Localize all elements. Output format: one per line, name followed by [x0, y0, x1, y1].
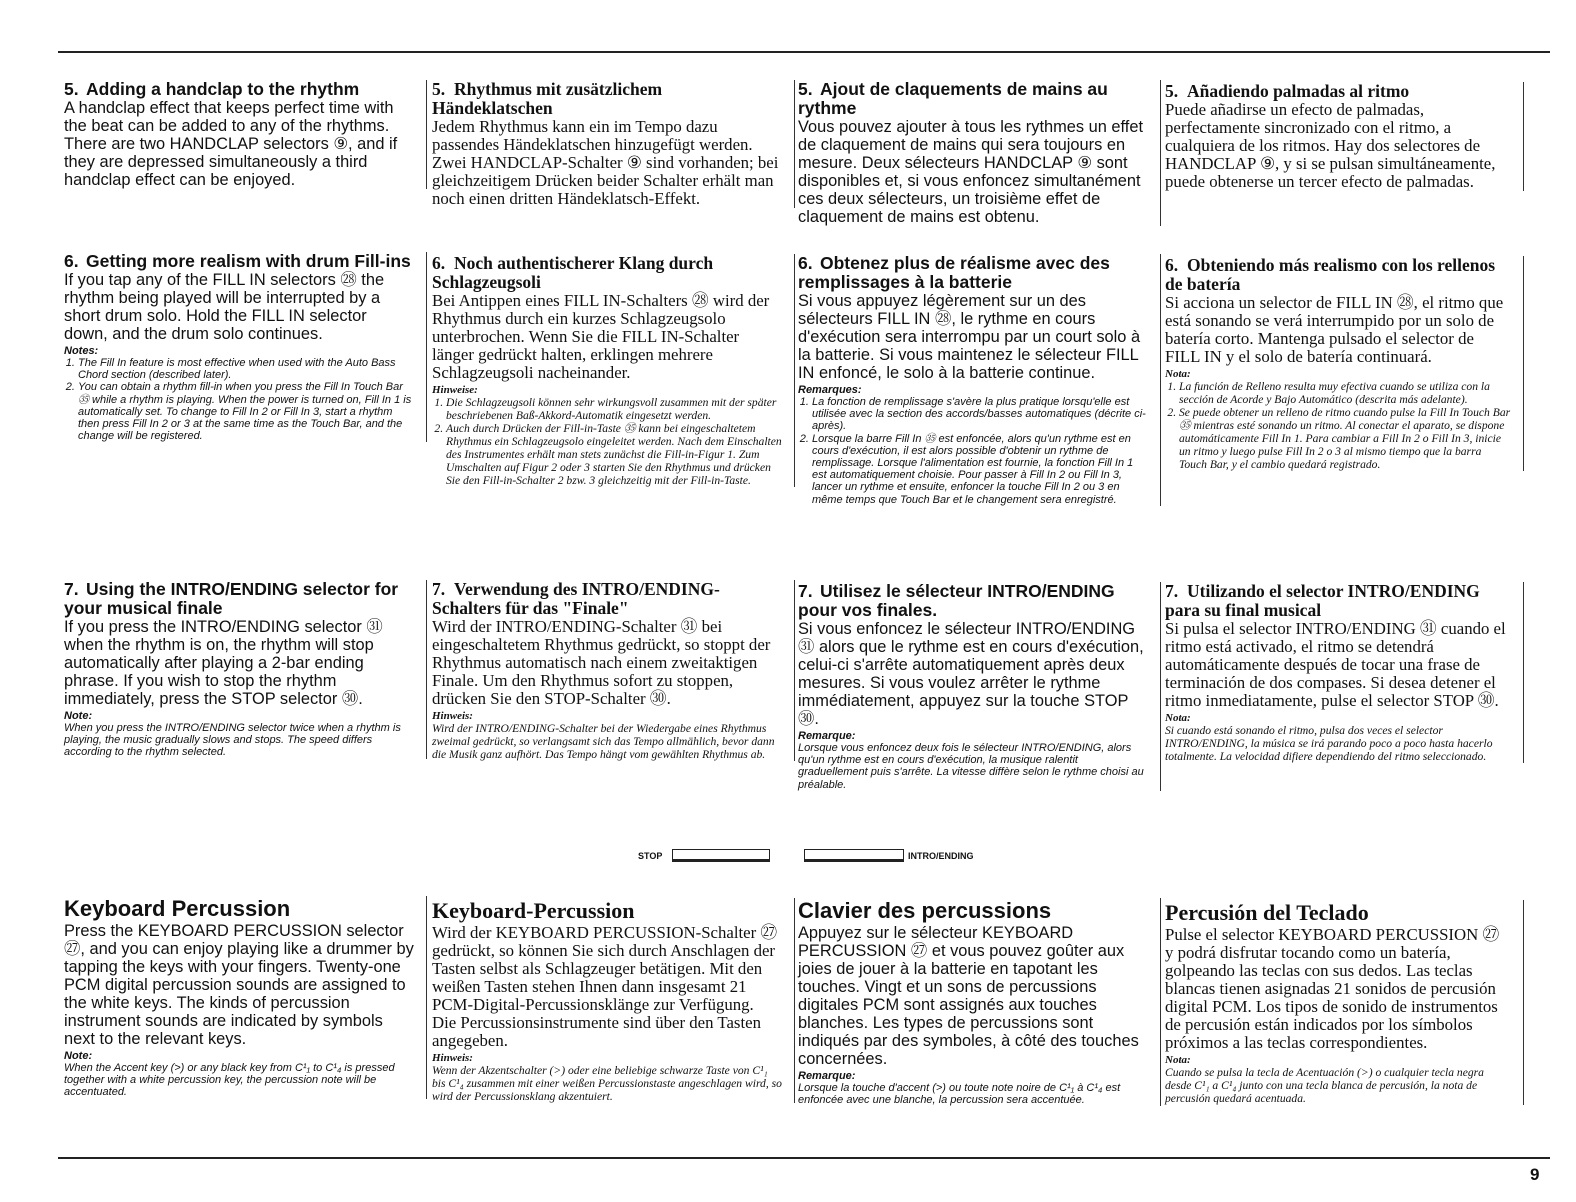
en-s6-body: If you tap any of the FILL IN selectors ㉘ the rhythm being played will be interrupted by a short drum solo. Hold the FILL IN selector down, and the drum solo continues.: [64, 271, 385, 343]
de-s6-notes: [432, 396, 782, 487]
es-s5-number: 5.: [1165, 81, 1179, 101]
de-kp-note: Wenn der Akzentschalter (>) oder eine beliebige schwarze Taste von C¹₁ bis C¹₄ zusammen mit einer weißen Percussionstaste angeschlagen wird, so wird der Percussionsklang akzentuiert.: [432, 1064, 782, 1103]
page-number: 9: [1530, 1165, 1540, 1184]
fr-s6-note-1: 1. La fonction de remplissage s'avère la plus pratique lorsqu'elle est utilisée avec la section des accords/basses automatiques (décrite ci-après).: [812, 396, 1148, 433]
es-s7-note-label: Nota:: [1165, 712, 1191, 724]
es-s6-body: Si acciona un selector de FILL IN ㉘, el ritmo que está sonando se verá interrumpido por un solo de batería corto. Mantenga pulsado el selector de FILL IN y el solo de batería continuará.: [1165, 293, 1504, 366]
en-s6-notes-label: Notes:: [64, 345, 99, 357]
fr-kp-note: Lorsque la touche d'accent (>) ou toute note noire de C¹₁ à C¹₄ est enfoncée avec une blanche, la percussion sera accentuée.: [798, 1082, 1121, 1107]
en-s7-body: If you press the INTRO/ENDING selector ㉛ when the rhythm is on, the rhythm will stop automatically after playing a 2-bar ending phrase. If you wish to stop the rhythm immediately, press the STOP selector ㉚.: [64, 618, 383, 708]
en-s5-body: A handclap effect that keeps perfect time with the beat can be added to any of the rhythms. There are two HANDCLAP selectors ⑨, and if they are depressed simultaneously a third handclap effect can be enjoyed.: [64, 99, 398, 189]
en-keyboard-percussion: [64, 896, 427, 1099]
en-kp-body: Press the KEYBOARD PERCUSSION selector ㉗, and you can enjoy playing like a drummer by tapping the keys with your fingers. Twenty-one PCM digital percussion sounds are assigned to the white keys. The kinds of percussion instrument sounds are indicated by symbols next to the relevant keys.: [64, 922, 414, 1048]
fr-s5-heading: [798, 80, 1148, 118]
en-s5-title: Adding a handclap to the rhythm: [86, 79, 360, 99]
en-s6-note-1: 1. The Fill In feature is most effective when used with the Auto Bass Chord section (described later).: [78, 357, 414, 381]
stop-bar-diagram: [672, 849, 770, 862]
de-s6-title: Noch authentischerer Klang durch Schlagzeugsoli: [432, 253, 714, 292]
es-s6-notes-label: Nota:: [1165, 368, 1191, 380]
fr-s7-body: Si vous enfoncez le sélecteur INTRO/ENDING ㉛ alors que le rythme est en cours d'exécution, celui-ci s'arrête automatiquement après deux mesures. Si vous voulez arrêter le rythme immédiatement, appuyez sur la touche STOP ㉚.: [798, 620, 1144, 728]
intro-ending-bar-diagram: [804, 849, 904, 862]
en-kp-note-label: Note:: [64, 1050, 93, 1062]
de-s7-note-label: Hinweis:: [432, 710, 473, 722]
de-s7-title: Verwendung des INTRO/ENDING-Schalters für das "Finale": [432, 579, 720, 618]
de-section-5: [432, 80, 795, 208]
en-s6-notes: [64, 357, 414, 442]
fr-s5-title: Ajout de claquements de mains au rythme: [798, 79, 1108, 118]
de-s5-heading: [432, 80, 782, 118]
de-kp-title: Keyboard-Percussion: [432, 898, 635, 923]
de-s7-heading: [432, 580, 782, 618]
fr-section-6: [798, 254, 1161, 506]
en-s7-number: 7.: [64, 579, 79, 599]
fr-s7-heading: [798, 582, 1148, 620]
en-s6-title: Getting more realism with drum Fill-ins: [86, 251, 411, 271]
es-s7-heading: [1165, 582, 1511, 620]
es-s5-title: Añadiendo palmadas al ritmo: [1187, 81, 1410, 101]
fr-section-7: [798, 582, 1161, 791]
en-kp-note: When the Accent key (>) or any black key from C¹₁ to C¹₄ is pressed together with a white percussion key, the percussion note will be accentuated.: [64, 1062, 395, 1099]
es-s7-body: Si pulsa el selector INTRO/ENDING ㉛ cuando el ritmo está activado, el ritmo se detendrá automáticamente después de tocar una frase de terminación de dos compases. Si desea detener el ritmo inmediatamente, pulse el selector STOP ㉚.: [1165, 619, 1506, 710]
fr-section-5: [798, 80, 1161, 226]
bottom-rule: [58, 1157, 1550, 1159]
es-s7-note: Si cuando está sonando el ritmo, pulsa dos veces el selector INTRO/ENDING, la música se irá parando poco a poco hasta hacerlo totalmente. La velocidad difiere dependiendo del ritmo seleccionado.: [1165, 724, 1493, 763]
de-s6-body: Bei Antippen eines FILL IN-Schalters ㉘ wird der Rhythmus durch ein kurzes Schlagzeugsolo unterbrochen. Wenn Sie die FILL IN-Schalter länger gedrückt halten, erklingen mehrere Schlagzeugsoli nacheinander.: [432, 291, 770, 382]
de-kp-note-label: Hinweis:: [432, 1052, 473, 1064]
es-s7-number: 7.: [1165, 581, 1179, 601]
es-s6-notes: [1165, 380, 1511, 471]
fr-s6-notes-label: Remarques:: [798, 384, 862, 396]
fr-s7-note-label: Remarque:: [798, 730, 856, 742]
en-kp-title: Keyboard Percussion: [64, 896, 291, 921]
fr-s6-body: Si vous appuyez légèrement sur un des sélecteurs FILL IN ㉘, le rythme en cours d'exécution sera interrompu par un court solo à la batterie. Si vous maintenez le sélecteur FILL IN enfoncé, le solo à la batterie continue.: [798, 292, 1141, 382]
de-s6-heading: [432, 254, 782, 292]
es-s5-heading: [1165, 82, 1511, 101]
en-s7-note: When you press the INTRO/ENDING selector twice when a rhythm is playing, the music gradually slows and stops. The speed differs according to the rhythm selected.: [64, 722, 401, 759]
fr-kp-title: Clavier des percussions: [798, 898, 1052, 923]
en-section-6: [64, 252, 427, 442]
fr-s7-number: 7.: [798, 581, 813, 601]
en-s7-heading: [64, 580, 414, 618]
es-s6-note-1: 1. La función de Relleno resulta muy efectiva cuando se utiliza con la sección de Acorde y Bajo Automático (descrita más adelante).: [1179, 380, 1511, 406]
de-s7-note: Wird der INTRO/ENDING-Schalter bei der Wiedergabe eines Rhythmus zweimal gedrückt, so verlangsamt sich das Tempo allmählich, bevor dann die Musik ganz aufhört. Das Tempo hängt vom gewählten Rhythmus ab.: [432, 722, 775, 761]
intro-ending-bar-label: INTRO/ENDING: [908, 851, 974, 861]
de-keyboard-percussion: [432, 898, 795, 1103]
es-kp-note: Cuando se pulsa la tecla de Acentuación (>) o cualquier tecla negra desde C¹₁ a C¹₄ junto con una tecla blanca de percusión, la nota de percusión quedará acentuada.: [1165, 1066, 1484, 1105]
es-s7-title: Utilizando el selector INTRO/ENDING para su final musical: [1165, 581, 1480, 620]
en-s5-number: 5.: [64, 79, 79, 99]
de-s6-note-2: 2. Auch durch Drücken der Fill-in-Taste ㉟ kann bei eingeschaltetem Rhythmus ein Schlagzeugsolo eingeleitet werden. Nach dem Einschalten des Instrumentes erhält man stets zunächst die Fill-in-Figur 1. Zum Umschalten auf Figur 2 oder 3 starten Sie den Rhythmus und drücken Sie den Fill-in-Schalter 2 bzw. 3 gleichzeitig mit der Fill-in-Taste.: [446, 422, 782, 487]
es-kp-note-label: Nota:: [1165, 1054, 1191, 1066]
de-s7-body: Wird der INTRO/ENDING-Schalter ㉛ bei eingeschaltetem Rhythmus gedrückt, so stoppt der Rhythmus automatisch nach einem zweitaktigen Finale. Um den Rhythmus sofort zu stoppen, drücken Sie den STOP-Schalter ㉚.: [432, 617, 771, 708]
es-kp-title: Percusión del Teclado: [1165, 900, 1369, 925]
es-s6-heading: [1165, 256, 1511, 294]
de-s6-notes-label: Hinweise:: [432, 384, 478, 396]
en-s6-number: 6.: [64, 251, 79, 271]
fr-s6-note-2: 2. Lorsque la barre Fill In ㉟ est enfoncée, alors qu'un rythme est en cours d'exécution, il est alors possible d'obtenir un rythme de remplissage. Lorsque l'alimentation est fournie, la fonction Fill In 1 est automatiquement choisie. Pour passer à Fill In 2 ou Fill In 3, lancer un rythme et ensuite, enfoncer la touche Fill In 2 ou 3 en même temps que Touch Bar et le changement sera enregistré.: [812, 433, 1148, 506]
fr-s6-title: Obtenez plus de réalisme avec des remplissages à la batterie: [798, 253, 1110, 292]
de-section-7: [432, 580, 795, 761]
fr-keyboard-percussion: [798, 898, 1161, 1106]
en-section-5: [64, 80, 427, 189]
de-s7-number: 7.: [432, 579, 446, 599]
de-s6-number: 6.: [432, 253, 446, 273]
fr-s5-body: Vous pouvez ajouter à tous les rythmes un effet de claquement de mains qui sera toujours en mesure. Deux sélecteurs HANDCLAP ⑨ sont disponibles et, si vous enfoncez simultanément ces deux sélecteurs, un troisième effet de claquement de mains est obtenu.: [798, 118, 1144, 226]
en-s6-note-2: 2. You can obtain a rhythm fill-in when you press the Fill In Touch Bar ㉟ while a rhythm is playing. When the power is turned on, Fill In 1 is automatically set. To change to Fill In 2 or Fill In 3, start a rhythm then press Fill In 2 or 3 at the same time as the Touch Bar, and the change will be registered.: [78, 381, 414, 442]
en-s7-title: Using the INTRO/ENDING selector for your musical finale: [64, 579, 399, 618]
en-s7-note-label: Note:: [64, 710, 93, 722]
es-s6-title: Obteniendo más realismo con los rellenos de batería: [1165, 255, 1496, 294]
en-s5-heading: [64, 80, 414, 99]
de-section-6: [432, 254, 795, 487]
es-s5-body: Puede añadirse un efecto de palmadas, perfectamente sincronizado con el ritmo, a cualquiera de los ritmos. Hay dos selectores de HANDCLAP ⑨, y si se pulsan simultáneamente, puede obtenerse un tercer efecto de palmadas.: [1165, 100, 1496, 191]
de-s5-title: Rhythmus mit zusätzlichem Händeklatschen: [432, 79, 663, 118]
es-kp-body: Pulse el selector KEYBOARD PERCUSSION ㉗ y podrá disfrutar tocando como un batería, golpeando las teclas con sus dedos. Las teclas blancas tienen asignadas 21 sonidos de percusión digital PCM. Los tipos de sonido de instrumentos de percusión están indicados por los símbolos próximos a las teclas correspondientes.: [1165, 925, 1500, 1052]
es-section-6: [1165, 256, 1524, 471]
de-s5-number: 5.: [432, 79, 446, 99]
fr-s5-number: 5.: [798, 79, 813, 99]
en-s6-heading: [64, 252, 414, 271]
de-kp-body: Wird der KEYBOARD PERCUSSION-Schalter ㉗ gedrückt, so können Sie sich durch Anschlagen der Tasten selbst als Schlagzeuger betätigen. Mit den weißen Tasten stehen Ihnen dann insgesamt 21 PCM-Digital-Percussionsklänge zur Verfügung. Die Percussionsinstrumente sind über den Tasten angegeben.: [432, 923, 778, 1050]
es-s6-number: 6.: [1165, 255, 1179, 275]
fr-kp-note-label: Remarque:: [798, 1070, 856, 1082]
de-s6-note-1: 1. Die Schlagzeugsoli können sehr wirkungsvoll zusammen mit der später beschriebenen Baß-Akkord-Automatik eingesetzt werden.: [446, 396, 782, 422]
es-section-7: [1165, 582, 1524, 763]
top-rule: [58, 51, 1550, 53]
en-section-7: [64, 580, 427, 759]
fr-s7-note: Lorsque vous enfoncez deux fois le sélecteur INTRO/ENDING, alors qu'un rythme est en cours d'exécution, la musique ralentit graduellement puis s'arrête. La vitesse diffère selon le rythme choisi au préalable.: [798, 742, 1144, 791]
stop-bar-label: STOP: [638, 851, 663, 861]
fr-kp-body: Appuyez sur le sélecteur KEYBOARD PERCUSSION ㉗ et vous pouvez goûter aux joies de jouer à la batterie en tapotant les touches. Vingt et un sons de percussions digitales PCM sont assignés aux touches blanches. Les types de percussions sont indiqués par des symboles, à côté des touches concernées.: [798, 924, 1139, 1068]
fr-s6-notes: [798, 396, 1148, 506]
es-s6-note-2: 2. Se puede obtener un relleno de ritmo cuando pulse la Fill In Touch Bar ㉟ mientras esté sonando un ritmo. Al conectar el aparato, se dispone automáticamente Fill In 1. Para cambiar a Fill In 2 o Fill In 3, inicie un ritmo y luego pulse Fill In 2 o 3 al mismo tiempo que la barra Touch Bar, y el cambio quedará registrado.: [1179, 406, 1511, 471]
es-section-5: [1165, 82, 1524, 191]
de-s5-body: Jedem Rhythmus kann ein im Tempo dazu passendes Händeklatschen hinzugefügt werden. Zwei HANDCLAP-Schalter ⑨ sind vorhanden; bei gleichzeitigem Drücken beider Schalter erhält man noch einen dritten Händeklatsch-Effekt.: [432, 117, 779, 208]
es-keyboard-percussion: [1165, 900, 1524, 1105]
fr-s6-number: 6.: [798, 253, 813, 273]
fr-s6-heading: [798, 254, 1148, 292]
fr-s7-title: Utilisez le sélecteur INTRO/ENDING pour vos finales.: [798, 581, 1115, 620]
